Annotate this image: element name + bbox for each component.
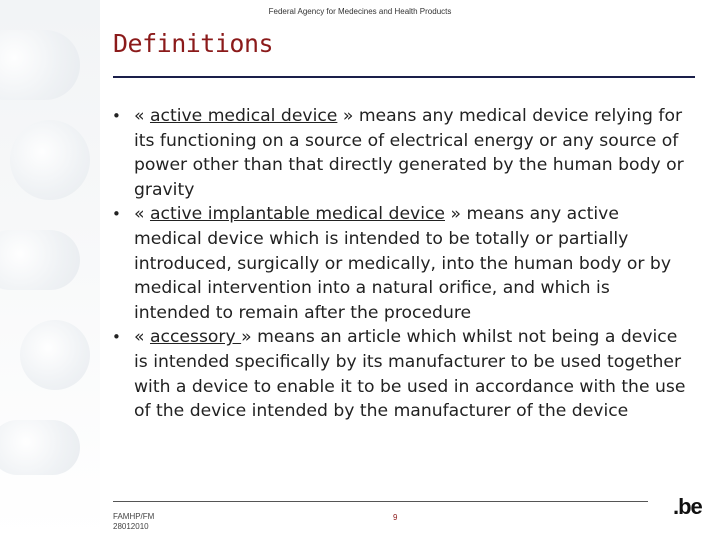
definition-text (134, 104, 687, 202)
defined-term: accessory (149, 327, 242, 348)
list-item (112, 104, 687, 202)
page-number: 9 (393, 513, 398, 522)
bullet-marker: • (112, 205, 121, 224)
pill-graphic (20, 320, 90, 390)
bullet-marker: • (112, 107, 121, 125)
slide-title: Definitions (113, 29, 274, 58)
definitions-list (112, 104, 687, 424)
title-divider (113, 76, 695, 78)
be-logo: .be (673, 494, 702, 519)
definition-text (134, 202, 687, 325)
open-quote: « (134, 204, 150, 225)
bullet-marker: • (112, 328, 121, 347)
pill-graphic (0, 230, 80, 290)
list-item (112, 202, 687, 325)
pill-graphic (0, 30, 80, 100)
open-quote: « (134, 327, 150, 348)
list-item (112, 325, 687, 423)
pill-graphic (10, 120, 90, 200)
agency-header: Federal Agency for Medecines and Health Products (268, 7, 452, 16)
definition-text (134, 325, 687, 423)
definition-body: » means an article which whilst not being a device is intended specifically by its manufacturer to be used together with a device to enable it to be used in accordance with the use of the device intended by the manufacturer of the device (134, 327, 686, 422)
background-decoration (0, 0, 100, 540)
footer-date: 28012010 (113, 522, 149, 531)
defined-term: active medical device (149, 106, 338, 126)
pill-graphic (0, 420, 80, 475)
footer-info (113, 512, 154, 532)
footer-org: FAMHP/FM (113, 512, 155, 521)
definition-body: » means any medical device relying for its functioning on a source of electrical energy or any source of power other than that directly generated by the human body or gravity (134, 106, 684, 200)
defined-term: active implantable medical device (149, 204, 445, 225)
footer-divider (113, 501, 648, 502)
definition-body: » means any active medical device which is intended to be totally or partially introduced, surgically or medically, into the human body or by medical intervention into a natural orifice, and which is intended to remain after the procedure (134, 204, 671, 323)
open-quote: « (134, 106, 150, 126)
